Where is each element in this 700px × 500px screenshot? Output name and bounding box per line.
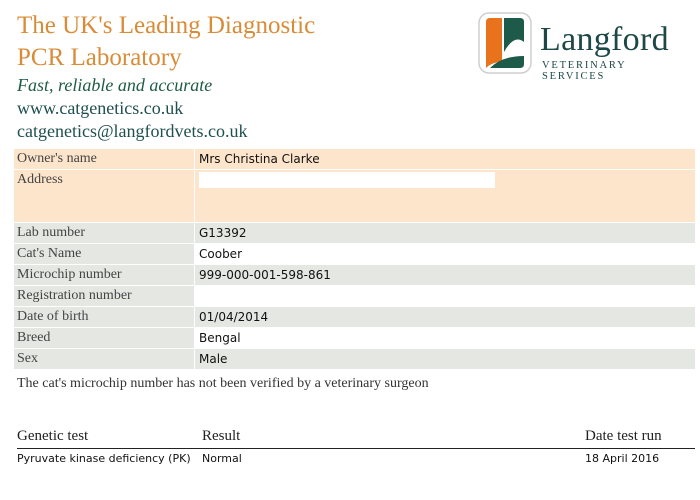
field-label: Date of birth	[14, 307, 195, 328]
title-line-1: The UK's Leading Diagnostic	[17, 12, 316, 39]
title-line-2: PCR Laboratory	[17, 44, 182, 71]
field-label: Registration number	[14, 286, 195, 307]
test-date: 18 April 2016	[585, 452, 660, 465]
owner-name-value: Mrs Christina Clarke	[195, 149, 696, 170]
results-row	[17, 452, 695, 468]
logo-name: Langford	[540, 21, 669, 58]
table-row	[14, 170, 695, 223]
lab-number-value: G13392	[195, 223, 696, 244]
langford-logo	[478, 12, 693, 82]
field-label: Breed	[14, 328, 195, 349]
column-header-test: Genetic test	[17, 428, 89, 444]
column-header-date: Date test run	[585, 428, 662, 444]
cat-name-value: Coober	[195, 244, 696, 265]
table-row	[14, 223, 695, 244]
logo-subtitle: VETERINARY SERVICES	[542, 60, 627, 82]
column-header-result: Result	[202, 428, 241, 444]
email-link[interactable]: catgenetics@langfordvets.co.uk	[17, 121, 248, 141]
address-value	[195, 170, 696, 223]
field-label: Lab number	[14, 223, 195, 244]
field-label: Owner's name	[14, 149, 195, 170]
results-header	[17, 428, 695, 449]
test-result: Normal	[202, 452, 242, 465]
sex-value: Male	[195, 349, 696, 370]
report-title	[17, 10, 457, 74]
verification-note: The cat's microchip number has not been verified by a veterinary surgeon	[17, 376, 429, 391]
table-row	[14, 265, 695, 286]
langford-logo-icon	[478, 12, 532, 74]
table-row	[14, 328, 695, 349]
microchip-value: 999-000-001-598-861	[195, 265, 696, 286]
field-label: Microchip number	[14, 265, 195, 286]
field-label: Cat's Name	[14, 244, 195, 265]
redacted-address	[199, 172, 495, 188]
table-row	[14, 307, 695, 328]
table-row	[14, 244, 695, 265]
table-row	[14, 149, 695, 170]
test-name: Pyruvate kinase deficiency (PK)	[17, 452, 191, 465]
website-link[interactable]: www.catgenetics.co.uk	[17, 98, 184, 118]
cat-details-table	[14, 148, 695, 370]
field-label: Sex	[14, 349, 195, 370]
tagline: Fast, reliable and accurate	[17, 75, 213, 95]
table-row	[14, 349, 695, 370]
table-row	[14, 286, 695, 307]
dob-value: 01/04/2014	[195, 307, 696, 328]
field-label: Address	[14, 170, 195, 223]
registration-value	[195, 286, 696, 307]
breed-value: Bengal	[195, 328, 696, 349]
